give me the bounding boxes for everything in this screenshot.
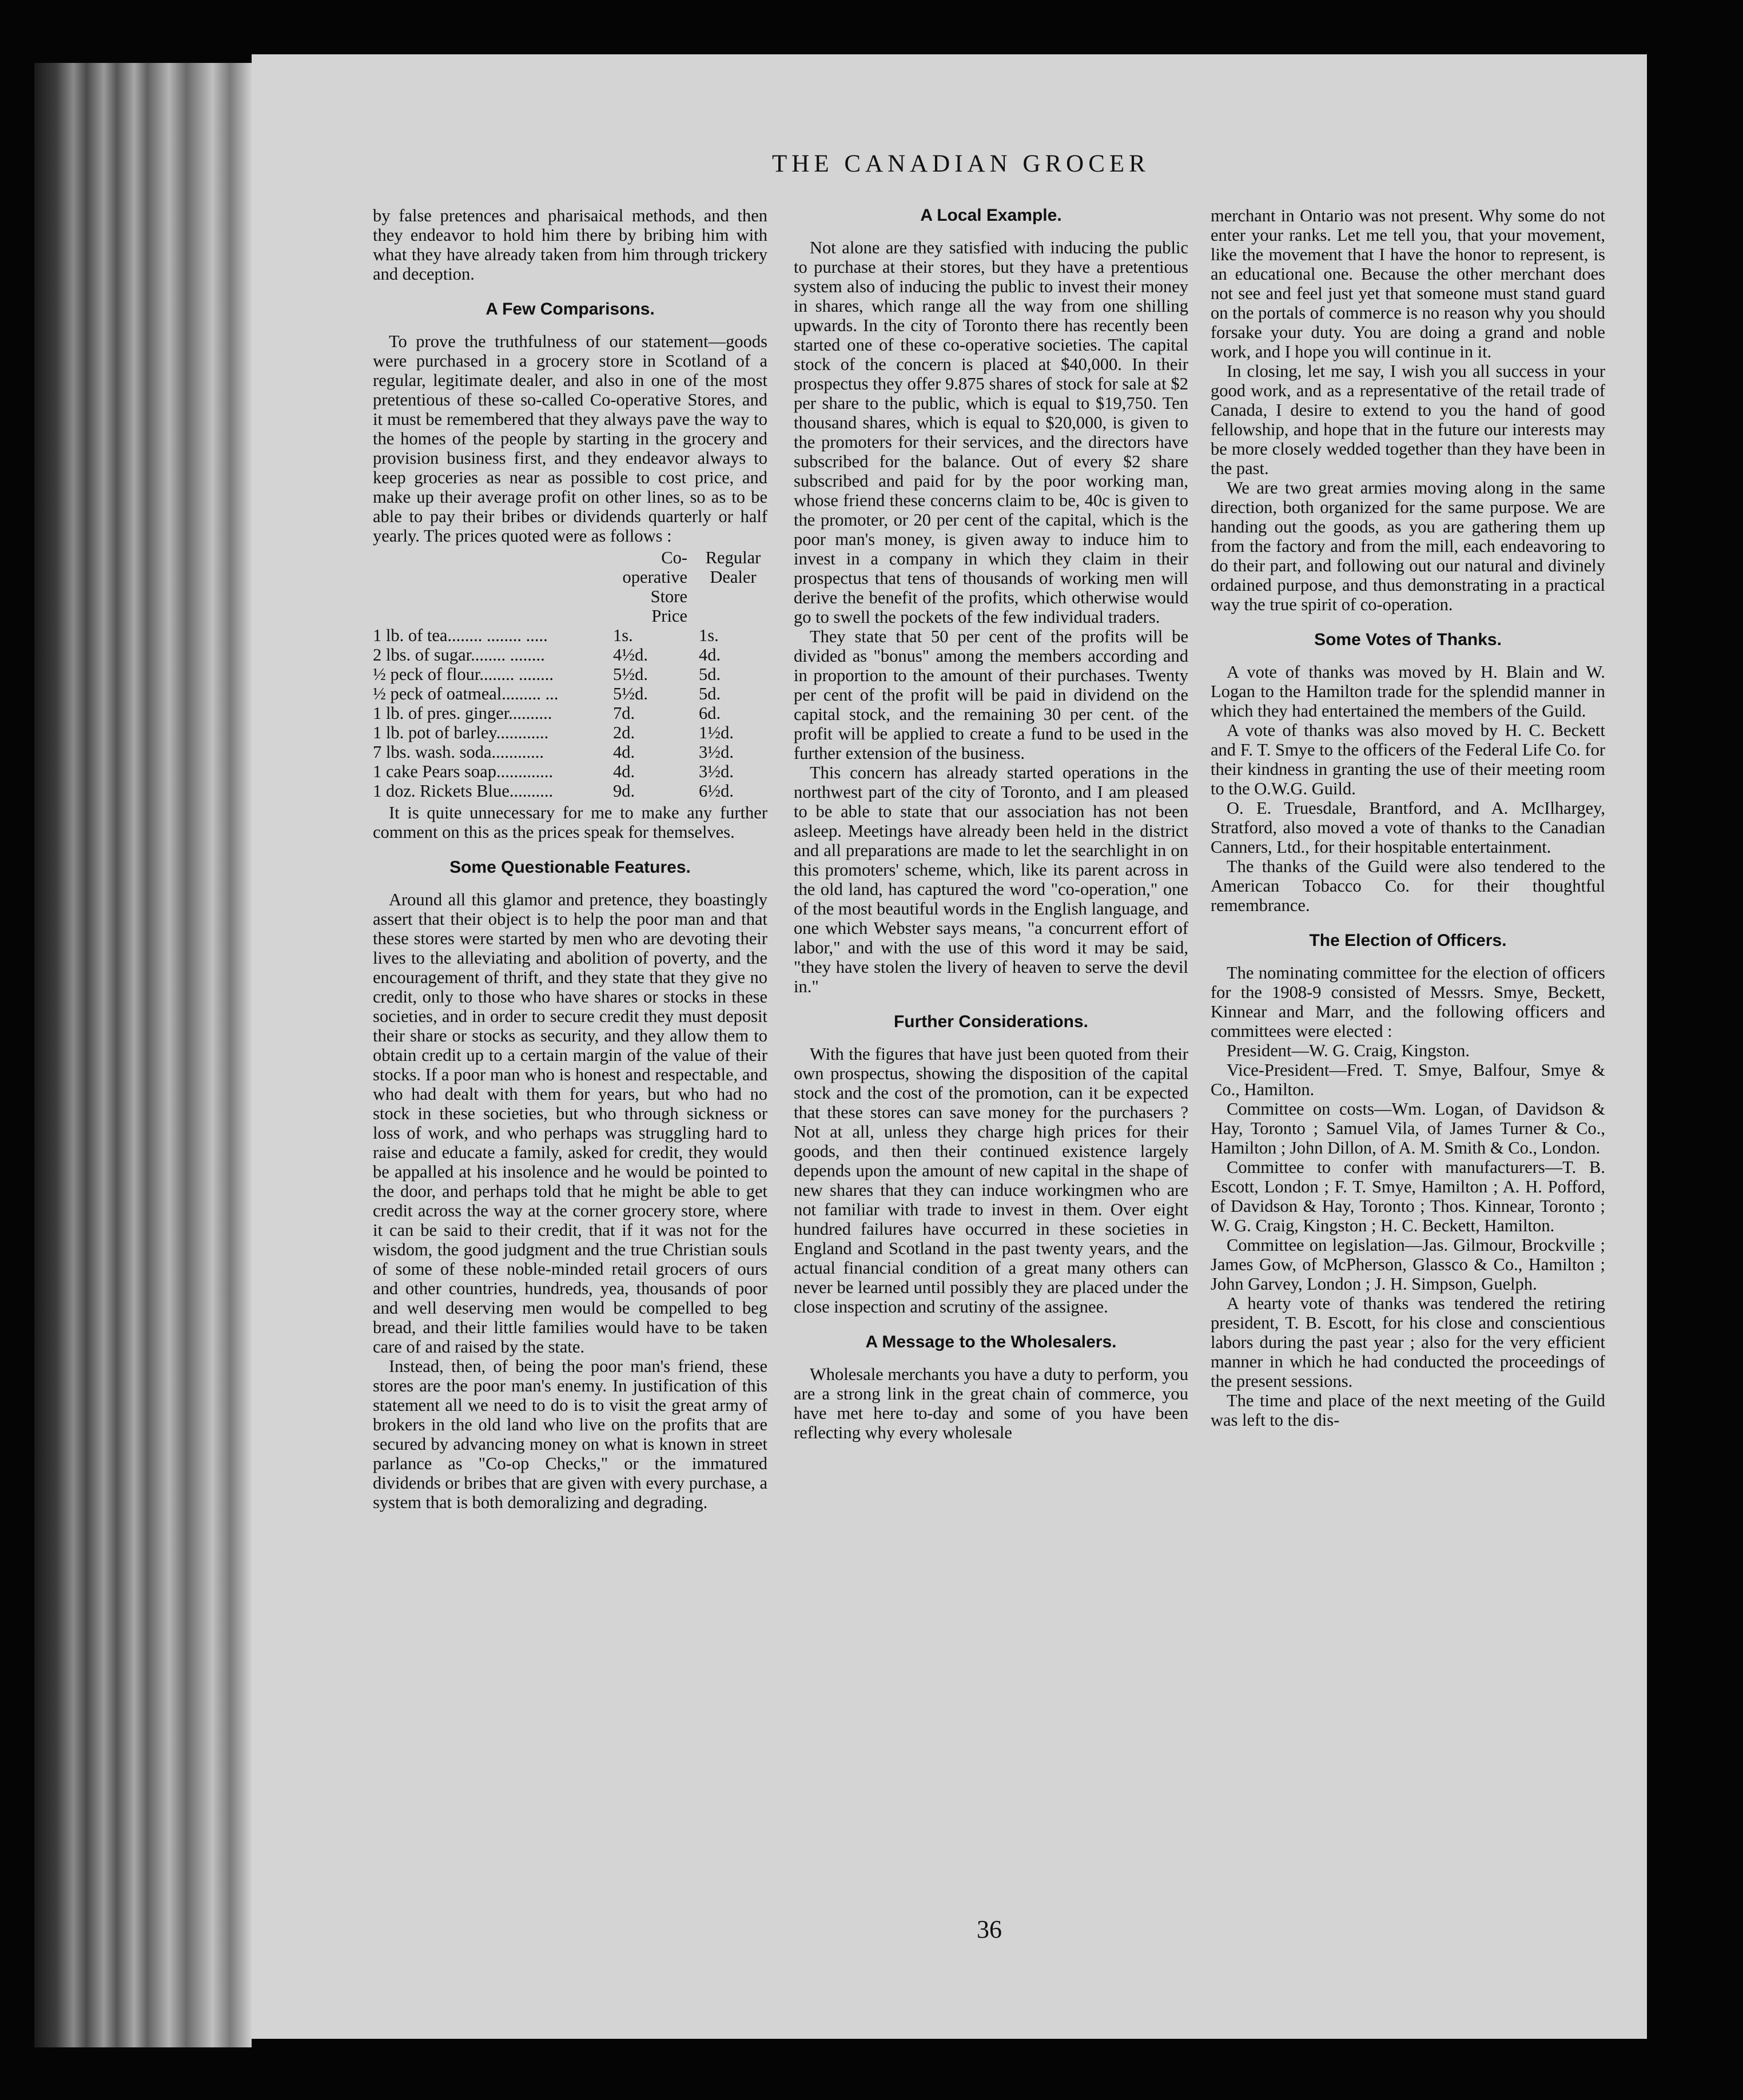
price-coop: 5½d. xyxy=(613,665,648,684)
paragraph: The time and place of the next meeting of the Guild was left to the dis- xyxy=(1211,1391,1605,1430)
price-regular: 5d. xyxy=(699,665,721,684)
price-coop: 9d. xyxy=(613,781,635,801)
section-heading: Some Questionable Features. xyxy=(449,858,691,877)
paragraph: Committee on costs—Wm. Logan, of Davidson & Hay, Toronto ; Samuel Vila, of James Turner & Co., Hamilton ; John Dillon, of A. M. Smith & Co., London. xyxy=(1211,1099,1605,1158)
paragraph: Committee to confer with manufacturers—T. B. Escott, London ; F. T. Smye, Hamilton ; A. H. Pofford, of Davidson & Hay, Toronto ; Thos. Kinnear, Toronto ; W. G. Craig, Kingston ; H. C. Beckett, Hamilton. xyxy=(1211,1158,1605,1235)
table-row xyxy=(373,723,767,742)
paragraph: O. E. Truesdale, Brantford, and A. McIlhargey, Stratford, also moved a vote of thanks to the Canadian Canners, Ltd., for their hospitable entertainment. xyxy=(1211,798,1605,857)
price-item: 1 lb. of pres. ginger.......... xyxy=(373,703,552,723)
table-row xyxy=(373,762,767,781)
table-row xyxy=(373,626,767,645)
paragraph: Committee on legislation—Jas. Gilmour, Brockville ; James Gow, of McPherson, Glassco & Co., Hamilton ; John Garvey, London ; J. H. Simpson, Guelph. xyxy=(1211,1235,1605,1294)
paragraph: The thanks of the Guild were also tendered to the American Tobacco Co. for their thoughtful remembrance. xyxy=(1211,857,1605,915)
price-regular: 3½d. xyxy=(699,762,734,781)
table-row xyxy=(373,781,767,801)
price-coop: 1s. xyxy=(613,626,633,645)
column-3 xyxy=(1211,206,1605,1430)
price-item: 7 lbs. wash. soda............ xyxy=(373,742,544,762)
paragraph: President—W. G. Craig, Kingston. xyxy=(1227,1041,1470,1060)
section-heading: Some Votes of Thanks. xyxy=(1314,630,1502,649)
price-item: ½ peck of oatmeal......... ... xyxy=(373,684,559,703)
price-regular: 6½d. xyxy=(699,781,734,801)
paragraph: A vote of thanks was also moved by H. C. Beckett and F. T. Smye to the officers of the Federal Life Co. for their kindness in granting the use of their meeting room to the O.W.G. Guild. xyxy=(1211,721,1605,798)
price-item: 2 lbs. of sugar........ ........ xyxy=(373,645,545,665)
table-header-coop: Co-operative Store Price xyxy=(622,548,687,626)
price-comparison-table xyxy=(373,548,767,801)
book-page-edges xyxy=(34,63,252,2047)
paragraph: With the figures that have just been quoted from their own prospectus, showing the disposition of the capital stock and the cost of the promotion, can it be expected that these stores can save money for the purchasers ? Not at all, unless they charge high prices for their goods, and then their continued existence largely depends upon the amount of new capital in the shape of new shares that they can induce workingmen who are not familiar with trade to invest in them. Over eight hundred failures have occurred in these societies in England and Scotland in the past twenty years, and the actual financial condition of a great many others can never be learned until possibly they are placed under the close inspection and scrutiny of the assignee. xyxy=(794,1044,1188,1317)
paragraph: To prove the truthfulness of our statement—goods were purchased in a grocery store in Scotland of a regular, legitimate dealer, and also in one of the most pretentious of these so-called Co-operative Stores, and it must be remembered that they always pave the way to the homes of the people by starting in the grocery and provision business first, and they endeavor always to keep groceries as near as possible to cost price, and make up their average profit on other lines, so as to be able to pay their bribes or dividends quarterly or half yearly. The prices quoted were as follows : xyxy=(373,332,767,546)
table-row xyxy=(373,645,767,665)
table-header-regular: Regular Dealer xyxy=(705,548,761,587)
price-regular: 4d. xyxy=(699,645,721,665)
paragraph: This concern has already started operations in the northwest part of the city of Toronto, and I am pleased to be able to state that our association has not been asleep. Meetings have already been held in the district and all preparations are made to let the searchlight in on this promoters' scheme, which, like its parent across in the old land, has captured the word "co-operation," one of the most beautiful words in the English language, and one which Webster says means, "a concurrent effort of labor," and with the use of this word it may be said, "they have stolen the livery of heaven to serve the devil in." xyxy=(794,763,1188,996)
paragraph: Around all this glamor and pretence, they boastingly assert that their object is to help the poor man and that these stores were started by men who are devoting their lives to the alleviating and abolition of poverty, and the encouragement of thrift, and they state that they give no credit, only to those who have shares or stocks in these societies, and in order to secure credit they must deposit their share or stocks as security, and they allow them to obtain credit up to a certain margin of the value of their stocks. If a poor man who is honest and respectable, and who had dealt with them for years, but who had no stock in these societies, but who through sickness or loss of work, and who perhaps was struggling hard to raise and educate a family, asked for credit, they would be appalled at his insolence and he would be pointed to the door, and perhaps told that he might be able to get credit across the way at the corner grocery store, where it can be said to their credit, that if it was not for the wisdom, the good judgment and the true Christian souls of some of these noble-minded retail grocers of ours and other countries, hundreds, yea, thousands of poor and well deserving men would be compelled to beg bread, and their little families would have to be taken care of and raised by the state. xyxy=(373,890,767,1357)
paragraph: Vice-President—Fred. T. Smye, Balfour, Smye & Co., Hamilton. xyxy=(1211,1060,1605,1099)
table-row xyxy=(373,742,767,762)
price-regular: 3½d. xyxy=(699,742,734,762)
paragraph: Instead, then, of being the poor man's friend, these stores are the poor man's enemy. In justification of this statement all we need to do is to visit the great army of brokers in the old land who live on the profits that are secured by advancing money on what is known in street parlance as "Co-op Checks," or the immatured dividends or bribes that are given with every purchase, a system that is both demoralizing and degrading. xyxy=(373,1357,767,1512)
price-item: 1 lb. pot of barley............ xyxy=(373,723,549,742)
paragraph: merchant in Ontario was not present. Why some do not enter your ranks. Let me tell you, that your movement, like the movement that I have the honor to represent, is an educational one. Because the other merchant does not see and feel just yet that someone must stand guard on the portals of commerce is no reason why you should forsake your duty. You are doing a grand and noble work, and I hope you will continue in it. xyxy=(1211,206,1605,361)
price-item: ½ peck of flour........ ........ xyxy=(373,665,554,684)
table-row xyxy=(373,703,767,723)
paragraph: The nominating committee for the election of officers for the 1908-9 consisted of Messrs. Smye, Beckett, Kinnear and Marr, and the following officers and committees were elected : xyxy=(1211,963,1605,1041)
paragraph: A hearty vote of thanks was tendered the retiring president, T. B. Escott, for his close and conscientious labors during the past year ; also for the very efficient manner in which he had conducted the proceedings of the present sessions. xyxy=(1211,1294,1605,1391)
paragraph: by false pretences and pharisaical methods, and then they endeavor to hold him there by bribing him with what they have already taken from him through trickery and deception. xyxy=(373,206,767,284)
price-coop: 4d. xyxy=(613,762,635,781)
section-heading: A Few Comparisons. xyxy=(486,300,655,319)
table-row xyxy=(373,684,767,703)
table-row xyxy=(373,665,767,684)
paragraph: A vote of thanks was moved by H. Blain and W. Logan to the Hamilton trade for the splendid manner in which they had entertained the members of the Guild. xyxy=(1211,662,1605,721)
price-regular: 5d. xyxy=(699,684,721,703)
price-coop: 7d. xyxy=(613,703,635,723)
price-regular: 6d. xyxy=(699,703,721,723)
section-heading: A Local Example. xyxy=(920,206,1062,225)
paragraph: Not alone are they satisfied with inducing the public to purchase at their stores, but they have a pretentious system also of inducing the public to invest their money in shares, which range all the way from one shilling upwards. In the city of Toronto there has recently been started one of these co-operative societies. The capital stock of the concern is placed at $40,000. In their prospectus they offer 9.875 shares of stock for sale at $2 per share to the public, which is equal to $19,750. Ten thousand shares, which is equal to $20,000, is given to the promoters for their services, and the directors have subscribed for the balance. Out of every $2 share subscribed and paid for by the poor working man, whose friend these concerns claim to be, 40c is given to the promoter, or 20 per cent of the capital, which is the poor man's money, is given away to induce him to invest in a company in which they claim in their prospectus that tens of thousands of working men will derive the benefit of the profits, which otherwise would go to swell the pockets of the few individual traders. xyxy=(794,238,1188,627)
paragraph: We are two great armies moving along in the same direction, both organized for the same purpose. We are handing out the goods, as you are gathering them up from the factory and from the mill, each endeavoring to do their part, and following out our natural and divinely ordained purpose, and thus demonstrating in a practical way the true spirit of co-operation. xyxy=(1211,478,1605,614)
price-coop: 5½d. xyxy=(613,684,648,703)
page-number: 36 xyxy=(977,1915,1002,1943)
price-item: 1 doz. Rickets Blue.......... xyxy=(373,781,554,801)
price-coop: 4d. xyxy=(613,742,635,762)
paragraph: It is quite unnecessary for me to make any further comment on this as the prices speak for themselves. xyxy=(373,803,767,842)
section-heading: A Message to the Wholesalers. xyxy=(865,1333,1117,1351)
paragraph: They state that 50 per cent of the profits will be divided as "bonus" among the members according and in proportion to the amount of their purchases. Twenty per cent of the profit will be paid in dividend on the capital stock, and the remaining 30 per cent. of the profit will be applied to create a fund to be used in the further extension of the business. xyxy=(794,627,1188,763)
price-coop: 2d. xyxy=(613,723,635,742)
paragraph: In closing, let me say, I wish you all success in your good work, and as a representative of the retail trade of Canada, I desire to extend to you the hand of good fellowship, and hope that in the future our interests may be more closely wedded together than they have been in the past. xyxy=(1211,361,1605,478)
section-heading: Further Considerations. xyxy=(893,1012,1089,1031)
price-regular: 1½d. xyxy=(699,723,734,742)
price-item: 1 lb. of tea........ ........ ..... xyxy=(373,626,548,645)
section-heading: The Election of Officers. xyxy=(1309,931,1507,950)
price-regular: 1s. xyxy=(699,626,719,645)
paragraph: Wholesale merchants you have a duty to perform, you are a strong link in the great chain of commerce, you have met here to-day and some of you have been reflecting why every wholesale xyxy=(794,1365,1188,1442)
price-item: 1 cake Pears soap............. xyxy=(373,762,554,781)
column-2 xyxy=(794,206,1188,1442)
page-header: THE CANADIAN GROCER xyxy=(772,150,1150,177)
price-coop: 4½d. xyxy=(613,645,648,665)
column-1 xyxy=(373,206,767,1512)
